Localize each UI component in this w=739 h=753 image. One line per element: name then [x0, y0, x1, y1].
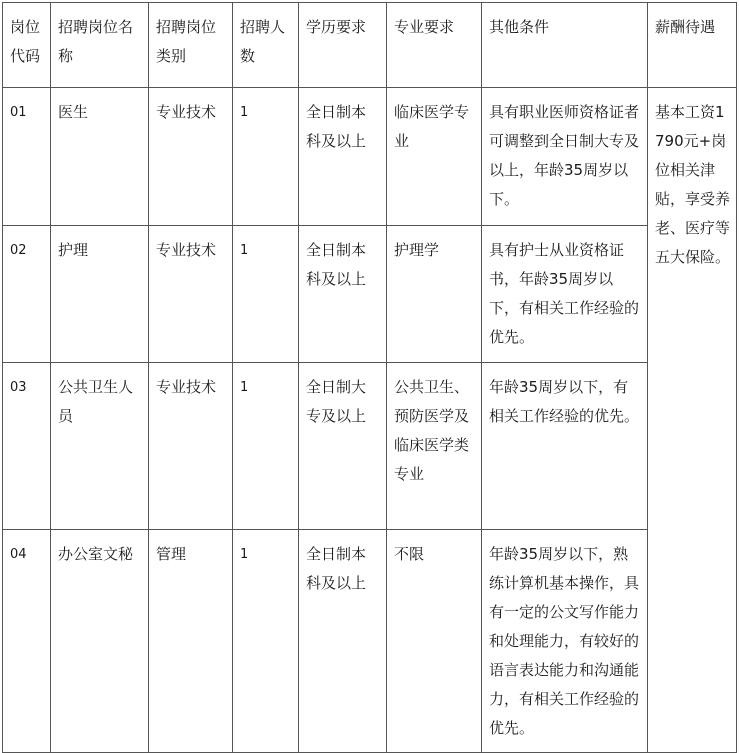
cell-count: 1: [233, 363, 299, 530]
cell-category: 管理: [149, 530, 233, 753]
cell-name: 护理: [51, 226, 149, 363]
header-row: [3, 3, 737, 88]
table-row: [3, 88, 737, 226]
recruitment-table-container: [2, 2, 737, 753]
cell-education: 全日制本科及以上: [299, 88, 387, 226]
recruitment-table: [2, 2, 737, 753]
cell-category: 专业技术: [149, 88, 233, 226]
cell-category: 专业技术: [149, 363, 233, 530]
header-category: 招聘岗位类别: [149, 3, 233, 88]
cell-count: 1: [233, 226, 299, 363]
cell-name: 医生: [51, 88, 149, 226]
cell-other: 具有护士从业资格证书，年龄35周岁以下，有相关工作经验的优先。: [482, 226, 648, 363]
cell-education: 全日制大专及以上: [299, 363, 387, 530]
cell-major: 公共卫生、预防医学及临床医学类专业: [387, 363, 482, 530]
cell-major: 临床医学专业: [387, 88, 482, 226]
header-education: 学历要求: [299, 3, 387, 88]
table-row: [3, 363, 737, 530]
cell-name: 办公室文秘: [51, 530, 149, 753]
cell-code: 03: [3, 363, 51, 530]
cell-education: 全日制本科及以上: [299, 226, 387, 363]
cell-other: 年龄35周岁以下，熟练计算机基本操作，具有一定的公文写作能力和处理能力，有较好的语言表达能力和沟通能力，有相关工作经验的优先。: [482, 530, 648, 753]
header-code: 岗位代码: [3, 3, 51, 88]
cell-code: 01: [3, 88, 51, 226]
cell-other: 具有职业医师资格证者可调整到全日制大专及以上，年龄35周岁以下。: [482, 88, 648, 226]
cell-major: 不限: [387, 530, 482, 753]
cell-major: 护理学: [387, 226, 482, 363]
header-major: 专业要求: [387, 3, 482, 88]
table-row: [3, 530, 737, 753]
header-salary: 薪酬待遇: [648, 3, 737, 88]
cell-code: 04: [3, 530, 51, 753]
cell-count: 1: [233, 530, 299, 753]
table-row: [3, 226, 737, 363]
cell-name: 公共卫生人员: [51, 363, 149, 530]
cell-salary: 基本工资1790元+岗位相关津贴，享受养老、医疗等五大保险。: [648, 88, 737, 753]
header-other: 其他条件: [482, 3, 648, 88]
cell-category: 专业技术: [149, 226, 233, 363]
cell-code: 02: [3, 226, 51, 363]
cell-other: 年龄35周岁以下，有相关工作经验的优先。: [482, 363, 648, 530]
cell-education: 全日制本科及以上: [299, 530, 387, 753]
header-name: 招聘岗位名称: [51, 3, 149, 88]
header-count: 招聘人数: [233, 3, 299, 88]
cell-count: 1: [233, 88, 299, 226]
